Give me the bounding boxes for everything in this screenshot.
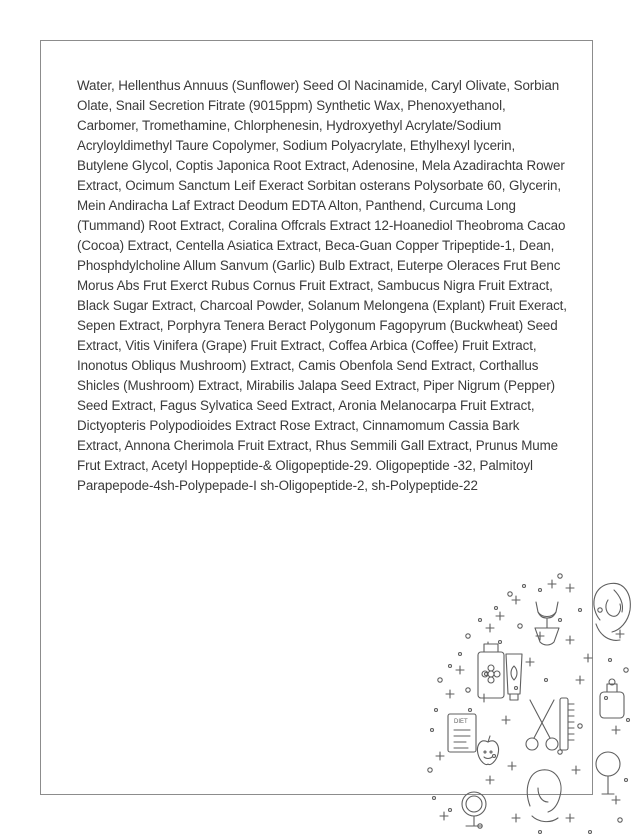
dot: [428, 768, 432, 772]
dot: [579, 609, 582, 612]
sparkle-icon: [502, 716, 510, 724]
dot: [518, 624, 522, 628]
dot: [435, 709, 438, 712]
dot: [559, 619, 562, 622]
dot: [431, 729, 434, 732]
sparkle-icon: [512, 596, 520, 604]
sparkle-icon: [548, 580, 556, 588]
perfume-icon: [600, 679, 624, 718]
sparkle-icon: [612, 796, 620, 804]
swimsuit-icon: [535, 602, 559, 645]
dot: [449, 809, 452, 812]
dot: [589, 831, 592, 834]
sparkle-icon: [526, 658, 534, 666]
dot: [459, 653, 462, 656]
ingredients-list: Water, Hellenthus Annuus (Sunflower) Seed Ol Nacinamide, Caryl Olivate, Sorbian Olate, Snail Secretion Fitrate (9015ppm) Synthetic Wax, Phenoxyethanol, Carbomer, Tromethamine, Chlorphenesin, Hydroxyethyl Acrylate/Sodium Acryloyldimethyl Taure Copolymer, Sodium Polyacrylate, Ethylhexyl lycerin, Butylene Glycol, Coptis Japonica Root Extract, Adenosine, Mela Azadirachta Rower Extract, Ocimum Sanctum Leif Exeract Sorbitan osterans Polysorbate 60, Glycerin, Mein Andiracha Laf Extract Deodum EDTA Alton, Panthend, Curcuma Long (Tummand) Root Extract, Coralina Offcrals Extract 12-Hoanediol Theobroma Cacao (Cocoa) Extract, Centella Asiatica Extract, Beca-Guan Copper Tripeptide-1, Dean, Phosphdylcholine Allum Sanvum (Garlic) Bulb Extract, Euterpe Oleraces Frut Benc Morus Abs Frut Exerct Rubus Cornus Fruit Extract, Sambucus Nigra Fruit Extract, Black Sugar Extract, Charcoal Powder, Solanum Melongena (Explant) Fruit Exeract, Sepen Extract, Porphyra Tenera Beract Polygonum Fagopyrum (Buckwheat) Seed Extract, Vitis Vinifera (Grape) Fruit Extract, Coffea Arbica (Coffee) Fruit Extract, Inonotus Obliqus Mushroom) Extract, Camis Obenfola Send Extract, Corthallus Shicles (Mushroom) Extract, Mirabilis Jalapa Seed Extract, Piper Nigrum (Pepper) Seed Extract, Fagus Sylvatica Seed Extract, Aronia Melanocarpa Fruit Extract, Dictyopteris Polypodioides Extract Rose Extract, Cinnamomum Cassia Bark Extract, Annona Cherimola Fruit Extract, Rhus Semmili Gall Extract, Prunus Mume Frut Extract, Acetyl Hoppeptide-& Oligopeptide-29. Oligopeptide -32, Palmitoyl Parapepode-4sh-Polypepade-I sh-Oligopeptide-2, sh-Polypeptide-22: [77, 78, 567, 493]
dot: [598, 608, 602, 612]
dot: [625, 779, 628, 782]
apple-icon: [477, 736, 498, 765]
dot: [469, 709, 472, 712]
dot: [539, 589, 542, 592]
sparkle-icon: [512, 814, 520, 822]
dot: [558, 574, 562, 578]
dot: [605, 697, 608, 700]
dot: [433, 797, 436, 800]
comb-icon: [560, 698, 574, 750]
dot: [627, 719, 630, 722]
beauty-icons-decoration: [420, 570, 634, 837]
sparkle-icon: [576, 676, 584, 684]
dot: [485, 673, 488, 676]
dot: [466, 634, 470, 638]
dot: [523, 585, 526, 588]
sparkle-icon: [436, 752, 444, 760]
sparkle-icon: [572, 766, 580, 774]
sparkle-icon: [440, 812, 448, 820]
sparkle-icon: [612, 726, 620, 734]
sparkle-icon: [456, 666, 464, 674]
diet-label: DIET: [454, 719, 468, 725]
sparkle-icon: [616, 630, 624, 638]
dot: [438, 678, 442, 682]
scissors-icon: [526, 700, 558, 750]
dot: [508, 592, 512, 596]
dot: [578, 724, 582, 728]
sparkle-icon: [496, 612, 504, 620]
sparkle-icon: [446, 690, 454, 698]
sparkle-icon: [566, 814, 574, 822]
sparkle-icon: [584, 654, 592, 662]
sparkle-icon: [508, 762, 516, 770]
dot: [466, 688, 470, 692]
dot: [624, 668, 628, 672]
dot: [479, 619, 482, 622]
diet-list-icon: [448, 714, 476, 752]
cosmetic-bottle-icon: [478, 642, 504, 698]
hand-mirror-icon: [596, 752, 620, 794]
dot: [493, 755, 496, 758]
mirror-icon: [462, 792, 486, 826]
dot: [495, 607, 498, 610]
dot: [545, 679, 548, 682]
dot: [618, 818, 622, 822]
dot: [499, 641, 502, 644]
sparkle-icon: [486, 776, 494, 784]
dot: [449, 665, 452, 668]
woman-hair-icon: [527, 770, 561, 822]
tube-icon: [506, 654, 522, 700]
dot: [515, 687, 518, 690]
dot: [609, 659, 612, 662]
sparkle-icon: [566, 584, 574, 592]
dots-pattern: [428, 574, 630, 834]
sparkle-icon: [486, 624, 494, 632]
dot: [539, 831, 542, 834]
sparkle-icon: [566, 636, 574, 644]
